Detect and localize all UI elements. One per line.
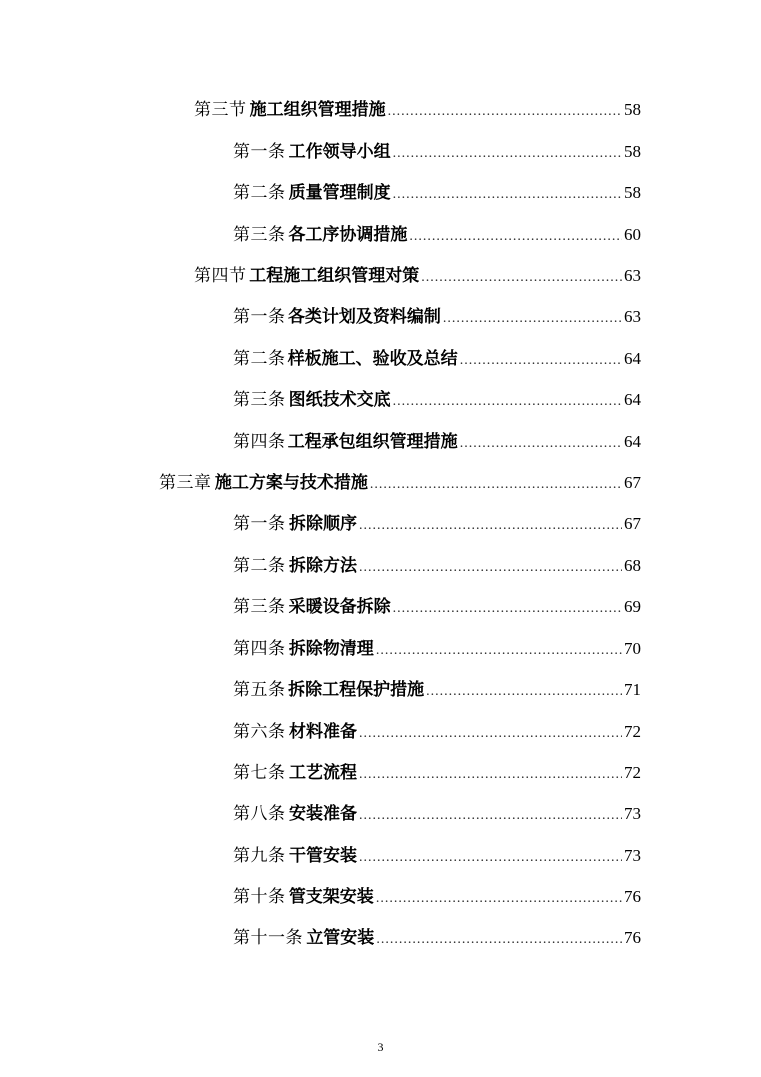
toc-entry-page: 73: [624, 804, 641, 823]
toc-entry-title: 拆除方法: [289, 556, 358, 576]
toc-entry-number: 第四节: [194, 266, 247, 286]
toc-entry[interactable]: [233, 801, 641, 827]
toc-dot-leader: [426, 679, 622, 705]
toc-dot-leader: [359, 555, 622, 581]
toc-entry-number: 第一条: [233, 514, 286, 534]
toc-entry[interactable]: [233, 884, 641, 910]
toc-entry-page: 60: [624, 225, 641, 244]
toc-entry-title: 干管安装: [289, 846, 358, 866]
toc-entry[interactable]: [233, 429, 641, 455]
toc-entry-number: 第十一条: [233, 928, 303, 948]
toc-entry-page: 64: [624, 390, 641, 409]
toc-entry-number: 第二条: [233, 556, 286, 576]
toc-entry-title: 采暖设备拆除: [288, 597, 391, 617]
toc-entry-title: 施工方案与技术措施: [214, 473, 368, 493]
toc-entry[interactable]: [233, 553, 641, 579]
toc-entry-number: 第三条: [233, 390, 286, 410]
toc-entry[interactable]: [233, 346, 641, 372]
toc-entry-page: 68: [624, 556, 641, 575]
toc-entry[interactable]: [233, 760, 641, 786]
toc-dot-leader: [359, 845, 622, 871]
toc-entry-title: 图纸技术交底: [288, 390, 391, 410]
toc-entry-number: 第一条: [233, 142, 286, 162]
toc-dot-leader: [388, 99, 622, 125]
toc-entry-page: 58: [624, 183, 641, 202]
toc-entry-page: 76: [624, 928, 641, 947]
toc-dot-leader: [460, 431, 622, 457]
toc-entry[interactable]: [233, 304, 641, 330]
toc-entry[interactable]: [159, 470, 641, 496]
toc-entry[interactable]: [233, 139, 641, 165]
toc-entry-title: 拆除顺序: [289, 514, 358, 534]
toc-entry-title: 工程施工组织管理对策: [249, 266, 420, 286]
toc-entry-number: 第四条: [233, 639, 286, 659]
toc-entry-number: 第三条: [233, 597, 286, 617]
toc-entry-number: 第三章: [159, 473, 212, 493]
toc-entry-title: 工程承包组织管理措施: [287, 432, 458, 452]
toc-entry-page: 71: [624, 680, 641, 699]
toc-entry[interactable]: [233, 387, 641, 413]
toc-dot-leader: [460, 348, 622, 374]
toc-dot-leader: [393, 596, 622, 622]
toc-dot-leader: [376, 886, 622, 912]
toc-dot-leader: [443, 306, 622, 332]
toc-entry-number: 第八条: [233, 804, 286, 824]
toc-entry-page: 67: [624, 514, 641, 533]
toc-entry[interactable]: [233, 719, 641, 745]
toc-entry-number: 第三条: [233, 225, 286, 245]
toc-dot-leader: [393, 182, 622, 208]
toc-dot-leader: [370, 472, 622, 498]
toc-entry-title: 安装准备: [289, 804, 358, 824]
toc-entry-number: 第七条: [233, 763, 286, 783]
toc-entry-page: 67: [624, 473, 641, 492]
toc-entry-page: 64: [624, 432, 641, 451]
toc-entry[interactable]: [233, 925, 641, 951]
toc-entry-number: 第一条: [233, 307, 286, 327]
toc-dot-leader: [359, 803, 622, 829]
toc-dot-leader: [359, 762, 622, 788]
toc-entry[interactable]: [233, 677, 641, 703]
toc-entry-title: 工艺流程: [289, 763, 358, 783]
toc-dot-leader: [359, 721, 622, 747]
toc-entry-page: 72: [624, 722, 641, 741]
toc-entry-title: 各工序协调措施: [288, 225, 408, 245]
toc-entry-page: 70: [624, 639, 641, 658]
toc-dot-leader: [393, 389, 622, 415]
toc-entry-page: 64: [624, 349, 641, 368]
toc-entry-page: 72: [624, 763, 641, 782]
toc-dot-leader: [376, 638, 622, 664]
toc-entry-number: 第九条: [233, 846, 286, 866]
toc-entry-number: 第十条: [233, 887, 286, 907]
toc-dot-leader: [409, 224, 622, 250]
toc-entry-title: 质量管理制度: [288, 183, 391, 203]
toc-entry-page: 63: [624, 266, 641, 285]
toc-entry[interactable]: [233, 594, 641, 620]
toc-entry-title: 各类计划及资料编制: [287, 307, 441, 327]
toc-entry-number: 第五条: [233, 680, 286, 700]
toc-entry-page: 63: [624, 307, 641, 326]
toc-entry-title: 拆除物清理: [288, 639, 374, 659]
toc-entry[interactable]: [233, 511, 641, 537]
toc-entry-page: 69: [624, 597, 641, 616]
toc-entry[interactable]: [233, 843, 641, 869]
toc-dot-leader: [393, 141, 622, 167]
toc-entry-number: 第四条: [233, 432, 286, 452]
toc-entry-title: 管支架安装: [288, 887, 374, 907]
toc-entry-number: 第三节: [194, 100, 247, 120]
toc-dot-leader: [376, 927, 622, 953]
toc-entry-number: 第六条: [233, 722, 286, 742]
toc-entry[interactable]: [233, 636, 641, 662]
toc-entry-title: 施工组织管理措施: [249, 100, 386, 120]
footer-page-number: 3: [377, 1040, 384, 1054]
toc-entry-number: 第二条: [233, 349, 286, 369]
toc-dot-leader: [359, 513, 622, 539]
toc-dot-leader: [421, 265, 622, 291]
toc-entry-page: 58: [624, 142, 641, 161]
toc-entry[interactable]: [194, 97, 641, 123]
toc-entry-page: 76: [624, 887, 641, 906]
toc-entry-number: 第二条: [233, 183, 286, 203]
toc-entry[interactable]: [233, 222, 641, 248]
toc-entry[interactable]: [194, 263, 641, 289]
toc-entry-page: 58: [624, 100, 641, 119]
toc-entry-title: 拆除工程保护措施: [288, 680, 425, 700]
toc-entry-title: 工作领导小组: [288, 142, 391, 162]
toc-entry-title: 材料准备: [289, 722, 358, 742]
toc-entry-title: 样板施工、验收及总结: [287, 349, 458, 369]
toc-entry-page: 73: [624, 846, 641, 865]
toc-entry[interactable]: [233, 180, 641, 206]
toc-entry-title: 立管安装: [306, 928, 375, 948]
